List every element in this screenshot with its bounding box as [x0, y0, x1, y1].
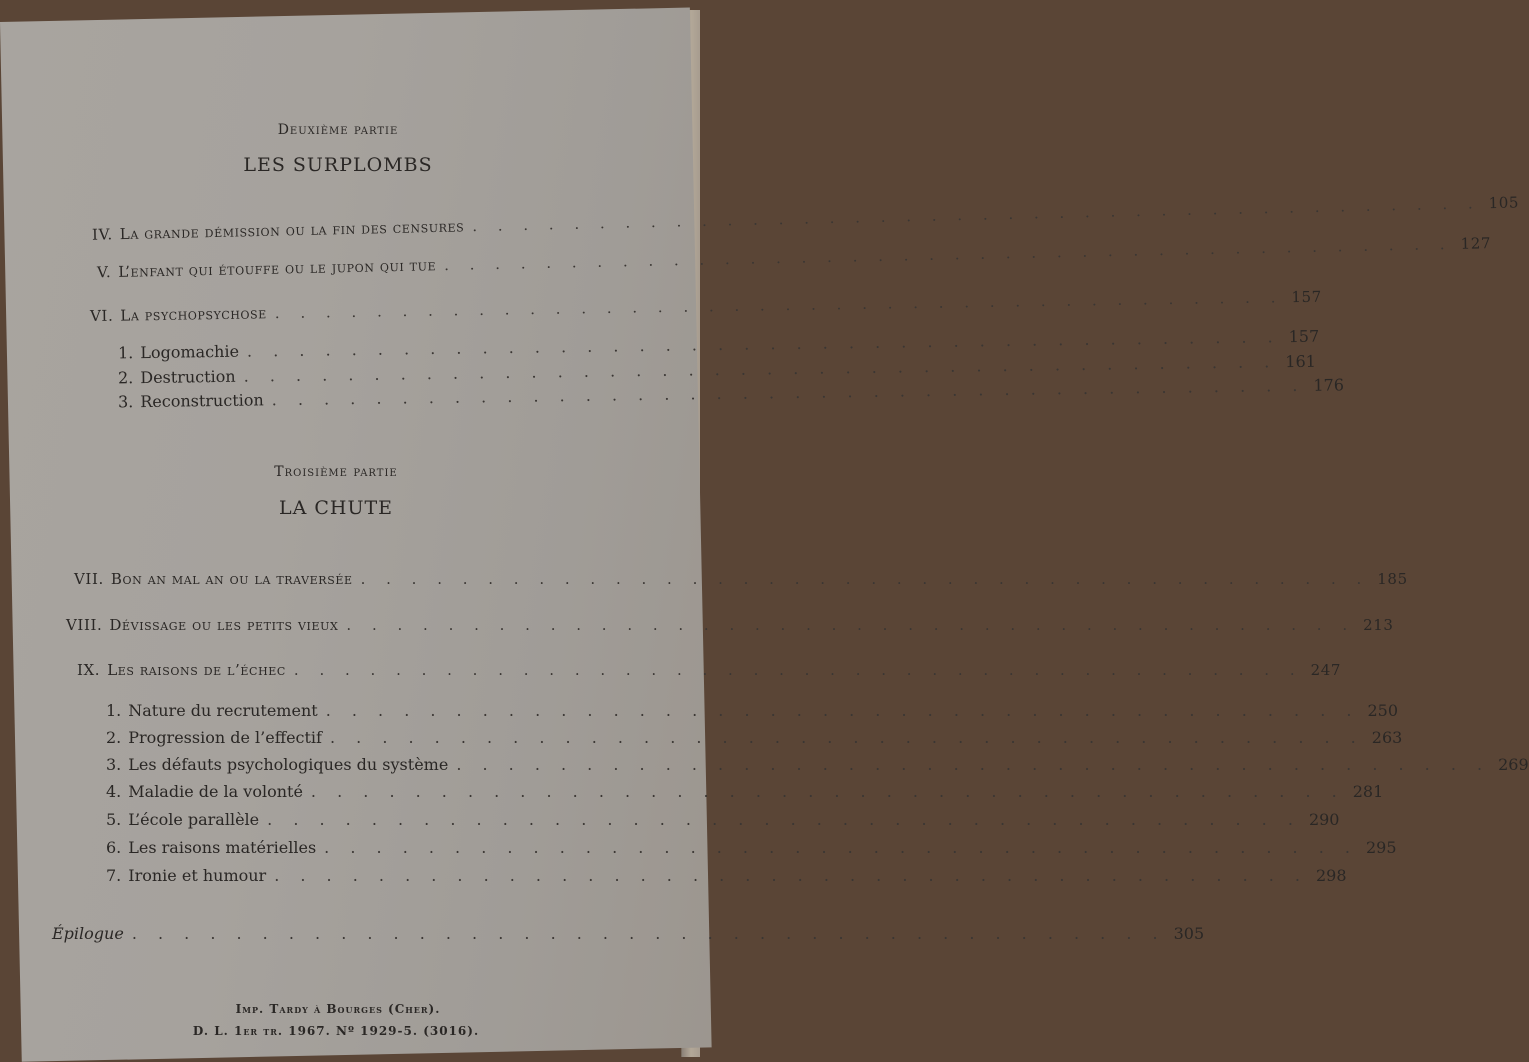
dot-leader: . . . . . . . . . . . . . . . . . . . . . . . . . . . . . . . . . . . . . . . .: [274, 866, 1308, 885]
chapter-number: IX.: [77, 661, 101, 679]
page-number: 305: [1173, 924, 1205, 943]
toc-chapter[interactable]: [66, 616, 1394, 634]
legal-deposit: D. L. 1er tr. 1967. Nº 1929-5. (3016).: [192, 1024, 480, 1038]
page-number: 185: [1377, 570, 1408, 588]
toc-section[interactable]: [106, 838, 1397, 857]
toc-chapter[interactable]: [96, 234, 1492, 282]
chapter-number: V.: [96, 263, 112, 282]
dot-leader: . . . . . . . . . . . . . . . . . . . . . . . . . . . . . . . . . . . . . . . .: [267, 810, 1301, 829]
dot-leader: . . . . . . . . . . . . . . . . . . . . . . . . . . . . . . . . . . . . . . . .: [472, 194, 1481, 236]
section-title: Reconstruction: [140, 390, 264, 412]
page-number: 298: [1316, 866, 1347, 885]
toc-epilogue[interactable]: [52, 924, 1205, 943]
page-number: 157: [1291, 287, 1322, 307]
page-number: 157: [1288, 326, 1320, 347]
toc-chapter[interactable]: [77, 661, 1342, 679]
toc-chapter[interactable]: [74, 570, 1408, 588]
toc-chapter[interactable]: [89, 287, 1322, 326]
section-number: 2.: [106, 728, 122, 747]
section-title: Les raisons matérielles: [128, 838, 317, 857]
section-number: 3.: [106, 755, 122, 774]
page-number: 263: [1371, 728, 1403, 747]
chapter-title: Les raisons de l’échec: [107, 661, 286, 679]
page-number: 176: [1313, 375, 1345, 395]
dot-leader: . . . . . . . . . . . . . . . . . . . . . . . . . . . . . . . . . . . . . . . .: [131, 924, 1166, 943]
dot-leader: . . . . . . . . . . . . . . . . . . . . . . . . . . . . . . . . . . . . . . . .: [246, 327, 1281, 361]
dot-leader: . . . . . . . . . . . . . . . . . . . . . . . . . . . . . . . . . . . . . . . .: [310, 782, 1345, 801]
page-number: 295: [1365, 838, 1397, 857]
section-number: 7.: [106, 866, 122, 885]
page-number: 290: [1308, 810, 1340, 829]
chapter-number: VIII.: [66, 616, 103, 634]
toc-section[interactable]: [106, 728, 1403, 747]
chapter-number: IV.: [91, 225, 113, 244]
part-label: Deuxième partie: [277, 122, 399, 138]
section-title: Ironie et humour: [128, 866, 267, 885]
section-number: 3.: [117, 392, 134, 412]
section-title: Les défauts psychologiques du système: [128, 755, 449, 774]
chapter-number: VI.: [89, 306, 114, 326]
page-number: 161: [1285, 351, 1316, 372]
chapter-title: L’enfant qui étouffe ou le jupon qui tue: [118, 256, 437, 281]
section-title: L’école parallèle: [128, 810, 260, 829]
chapter-title: Dévissage ou les petits vieux: [109, 616, 339, 634]
page-number: 127: [1460, 234, 1492, 253]
dot-leader: . . . . . . . . . . . . . . . . . . . . . . . . . . . . . . . . . . . . . . . .: [443, 234, 1453, 275]
chapter-title: La grande démission ou la fin des censures: [119, 217, 465, 244]
page-number: 213: [1363, 616, 1394, 634]
dot-leader: . . . . . . . . . . . . . . . . . . . . . . . . . . . . . . . . . . . . . . . .: [360, 570, 1370, 588]
toc-section[interactable]: [106, 755, 1529, 774]
section-title: Progression de l’effectif: [128, 728, 322, 747]
section-title: Maladie de la volonté: [128, 782, 303, 801]
section-number: 2.: [117, 368, 134, 388]
toc-section[interactable]: [106, 866, 1347, 885]
dot-leader: . . . . . . . . . . . . . . . . . . . . . . . . . . . . . . . . . . . . . . . .: [243, 352, 1278, 386]
section-title: Nature du recrutement: [128, 701, 318, 720]
section-number: 6.: [106, 838, 122, 857]
part-label: Troisième partie: [274, 464, 398, 480]
section-title: Destruction: [140, 366, 236, 388]
section-title: Logomachie: [140, 341, 240, 363]
chapter-number: VII.: [74, 570, 104, 588]
part-title: LA CHUTE: [278, 497, 394, 519]
page-number: 269: [1498, 755, 1529, 774]
dot-leader: . . . . . . . . . . . . . . . . . . . . . . . . . . . . . . . . . . . . . . . .: [274, 288, 1284, 323]
part-title: LES SURPLOMBS: [243, 154, 433, 176]
dot-leader: . . . . . . . . . . . . . . . . . . . . . . . . . . . . . . . . . . . . . . . .: [346, 616, 1356, 634]
page-number: 250: [1367, 701, 1399, 720]
dot-leader: . . . . . . . . . . . . . . . . . . . . . . . . . . . . . . . . . . . . . . . .: [325, 701, 1360, 720]
toc-section[interactable]: [106, 701, 1399, 720]
dot-leader: . . . . . . . . . . . . . . . . . . . . . . . . . . . . . . . . . . . . . . . .: [329, 728, 1364, 747]
page-number: 281: [1352, 782, 1384, 801]
section-number: 4.: [106, 782, 122, 801]
dot-leader: . . . . . . . . . . . . . . . . . . . . . . . . . . . . . . . . . . . . . . . .: [456, 755, 1491, 774]
printer-imprint: Imp. Tardy à Bourges (Cher).: [235, 1002, 441, 1016]
toc-section[interactable]: [106, 810, 1340, 829]
dot-leader: . . . . . . . . . . . . . . . . . . . . . . . . . . . . . . . . . . . . . . . .: [293, 661, 1303, 679]
chapter-title: La psychopsychose: [120, 304, 267, 325]
section-number: 5.: [106, 810, 122, 829]
page-number: 105: [1488, 193, 1520, 213]
page-number: 247: [1310, 661, 1342, 679]
toc-section[interactable]: [106, 782, 1384, 801]
section-number: 1.: [106, 701, 122, 720]
dot-leader: . . . . . . . . . . . . . . . . . . . . . . . . . . . . . . . . . . . . . . . .: [324, 838, 1358, 857]
chapter-title: Bon an mal an ou la traversée: [110, 570, 353, 588]
dot-leader: . . . . . . . . . . . . . . . . . . . . . . . . . . . . . . . . . . . . . . . .: [271, 375, 1306, 410]
section-number: 1.: [117, 343, 134, 363]
epilogue-title: Épilogue: [52, 924, 124, 943]
